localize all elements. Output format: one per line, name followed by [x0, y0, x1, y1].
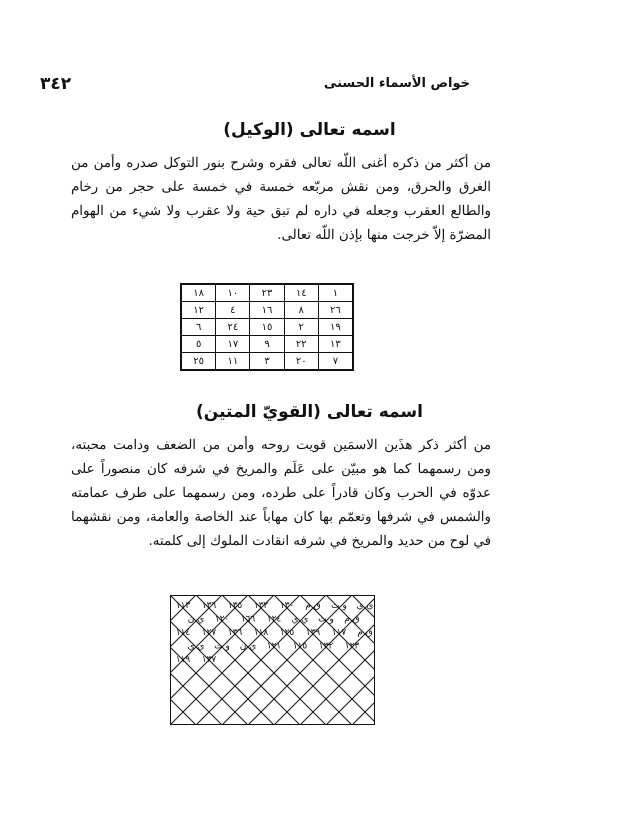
grid-cell: ١٦ — [250, 302, 284, 319]
grid-row — [181, 284, 353, 302]
grid-cell: ٢٠ — [284, 353, 318, 371]
page-number: ٣٤٢ — [40, 74, 72, 94]
grid-cell: ٨ — [284, 302, 318, 319]
lattice-label: ي ن — [187, 614, 205, 625]
grid-cell: ١٥ — [250, 319, 284, 336]
lattice-label: ق م — [344, 614, 360, 625]
lattice-label: ١٣٢ — [253, 601, 269, 611]
grid-cell: ٢٦ — [318, 302, 353, 319]
lattice-label: ١٣٦ — [201, 601, 217, 611]
lattice-label: ١٢٣ — [344, 641, 360, 652]
lattice-label: ١٣٢ — [318, 641, 334, 652]
lattice-label: ١٣٦ — [227, 628, 243, 638]
lattice-label: ١٣٥ — [227, 601, 243, 611]
lattice-label: و ت — [318, 614, 334, 625]
lattice-line — [326, 676, 375, 725]
lattice-label: ي ي — [356, 601, 374, 611]
grid-cell: ٢٢ — [284, 336, 318, 353]
grid-cell: ١٩ — [318, 319, 353, 336]
grid-cell: ٩ — [250, 336, 284, 353]
lattice-line — [274, 624, 375, 725]
grid-row — [181, 336, 353, 353]
lattice-label: ١٣٩ — [305, 628, 321, 638]
grid-cell: ١٣ — [318, 336, 353, 353]
grid-cell: ٣ — [250, 353, 284, 371]
lattice-label: ١١٣ — [175, 601, 191, 611]
lattice-label: ١١٤ — [175, 628, 191, 638]
lattice-label: ق م — [305, 601, 321, 611]
diamond-lattice-talisman — [170, 595, 375, 725]
grid-cell: ٥ — [181, 336, 216, 353]
lattice-label: و ت — [331, 601, 347, 611]
lattice-label: ي ن — [239, 641, 257, 652]
lattice-label: ١١٥ — [292, 641, 308, 652]
section-heading-al-wakil: اسمه تعالى (الوكيل) — [223, 120, 396, 140]
lattice-label: ي ي — [187, 641, 205, 652]
magic-square-table — [180, 283, 354, 371]
section-paragraph-al-qawi-al-matin: من أكثر ذكر هذَين الاسمَين قويت روحه وأمن من الضعف ودامت محبته، ومن رسمهما كما هو مبيّن على عَلَم والمريخ في شرفه كان منصوراً على عدوّه في الحرب وكان قادراً على طرده، ومن رسمهما على طرف عمامته والشمس في شرفها وتعمّم بها كان مهاباً عند الخاصة والعامة، ومن نقشهما في لوح من حديد والمريخ في شرفه انقادت الملوك إلى كلمته. — [71, 438, 491, 549]
grid-cell: ٢٥ — [181, 353, 216, 371]
lattice-label: ١١٩ — [175, 655, 191, 665]
grid-row — [181, 302, 353, 319]
grid-cell: ١١ — [216, 353, 250, 371]
lattice-line — [352, 702, 375, 725]
lattice-label: ١٢١ — [266, 641, 282, 652]
grid-cell: ١٨ — [181, 284, 216, 302]
grid-cell: ١ — [318, 284, 353, 302]
grid-cell: ١٧ — [216, 336, 250, 353]
grid-cell: ١٠ — [216, 284, 250, 302]
grid-cell: ٢٤ — [216, 319, 250, 336]
lattice-label: ١٢٤ — [266, 614, 282, 625]
lattice-label: ١٣٧ — [201, 655, 217, 665]
grid-cell: ٧ — [318, 353, 353, 371]
section-paragraph-al-wakil: من أكثر من ذكره أغنى اللّه تعالى فقره وشرح بنور التوكل صدره وأمن من الغرق والحرق، ومن نقش مربّعه خمسة في خمسة على حجر من رخام والطالع العقرب وجعله في داره لم تبق حية ولا عقرب ولا شيء من الهوام المضرّة إلاّ خرجت منها بإذن اللّه تعالى. — [71, 156, 491, 243]
lattice-label: ي ي — [291, 614, 309, 625]
grid-cell: ١٤ — [284, 284, 318, 302]
grid-row — [181, 353, 353, 371]
lattice-label: ١١٨ — [253, 628, 269, 638]
grid-cell: ٦ — [181, 319, 216, 336]
lattice-label: ١٢٧ — [201, 628, 217, 638]
grid-cell: ٢٣ — [250, 284, 284, 302]
lattice-label: ١٦٦ — [240, 614, 256, 625]
grid-row — [181, 319, 353, 336]
grid-cell: ٢ — [284, 319, 318, 336]
grid-cell: ١٢ — [181, 302, 216, 319]
lattice-label: ق م — [357, 628, 373, 638]
page-header — [40, 74, 470, 94]
lattice-label: ١٢٠ — [214, 614, 230, 625]
section-heading-al-qawi-al-matin: اسمه تعالى (القويّ المتين) — [196, 402, 423, 422]
running-title: خواص الأسماء الحسنى — [323, 76, 470, 91]
lattice-label: و ت — [214, 641, 230, 652]
grid-cell: ٤ — [216, 302, 250, 319]
lattice-label: ١١٧ — [331, 628, 347, 638]
lattice-label: ١٣٠ — [279, 601, 295, 611]
lattice-label: ١٢٥ — [279, 628, 295, 638]
